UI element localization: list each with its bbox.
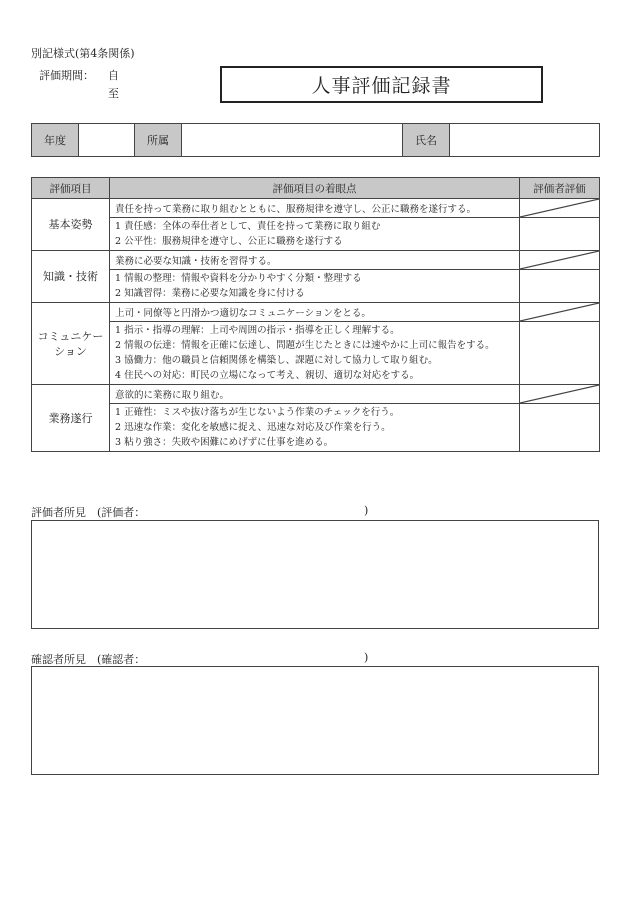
info-table	[31, 123, 600, 157]
score-input-cell[interactable]	[520, 218, 600, 251]
detail-points	[110, 404, 520, 452]
category-label: 知識・技術	[43, 270, 98, 283]
detail-points	[110, 218, 520, 251]
score-input-cell[interactable]	[520, 270, 600, 303]
score-cell-disabled	[520, 199, 600, 218]
document-title: 人事評価記録書	[220, 66, 543, 103]
confirmer-comment-close: )	[364, 651, 369, 664]
category-label: 基本姿勢	[48, 218, 93, 231]
col-header-score: 評価者評価	[520, 178, 600, 199]
form-note: 別記様式(第4条関係)	[31, 47, 135, 60]
name-label: 氏名	[403, 124, 450, 157]
detail-points	[110, 270, 520, 303]
detail-item: 1 情報の整理：情報や資料を分かりやすく分類・整理する	[115, 273, 362, 284]
diagonal-line	[520, 199, 599, 217]
score-cell-disabled	[520, 303, 600, 322]
detail-item: 4 住民への対応：町民の立場になって考え、親切、適切な対応をする。	[115, 370, 420, 381]
detail-item: 1 責任感：全体の奉仕者として、責任を持って業務に取り組む	[115, 221, 381, 232]
confirmer-comment-label: 確認者所見 (確認者：	[31, 653, 146, 666]
name-field[interactable]	[450, 124, 600, 157]
category-cell	[32, 385, 110, 452]
category-cell	[32, 303, 110, 385]
detail-item: 2 情報の伝達：情報を正確に伝達し、問題が生じたときには速やかに上司に報告をする。	[115, 340, 495, 351]
main-point: 上司・同僚等と円滑かつ適切なコミュニケーションをとる。	[110, 303, 520, 322]
year-field[interactable]	[79, 124, 135, 157]
col-header-points: 評価項目の着眼点	[110, 178, 520, 199]
detail-item: 2 知識習得：業務に必要な知識を身に付ける	[115, 288, 305, 299]
detail-item: 1 正確性：ミスや抜け落ちが生じないよう作業のチェックを行う。	[115, 407, 400, 418]
dept-label: 所属	[135, 124, 182, 157]
diagonal-line	[520, 303, 599, 321]
main-point: 責任を持って業務に取り組むとともに、服務規律を遵守し、公正に職務を遂行する。	[110, 199, 520, 218]
score-cell-disabled	[520, 251, 600, 270]
category-label: コミュニケー	[37, 329, 104, 343]
score-input-cell[interactable]	[520, 322, 600, 385]
evaluator-comment-close: )	[364, 504, 369, 517]
col-header-item: 評価項目	[32, 178, 110, 199]
main-point: 業務に必要な知識・技術を習得する。	[110, 251, 520, 270]
category-label: ション	[54, 344, 87, 358]
year-label: 年度	[32, 124, 79, 157]
main-point: 意欲的に業務に取り組む。	[110, 385, 520, 404]
score-cell-disabled	[520, 385, 600, 404]
diagonal-line	[520, 251, 599, 269]
diagonal-line	[520, 385, 599, 403]
score-input-cell[interactable]	[520, 404, 600, 452]
dept-field[interactable]	[182, 124, 403, 157]
category-label: 業務遂行	[48, 411, 93, 425]
detail-points	[110, 322, 520, 385]
period-to: 至	[108, 87, 119, 100]
detail-item: 1 指示・指導の理解：上司や周囲の指示・指導を正しく理解する。	[115, 325, 400, 336]
detail-item: 3 粘り強さ：失敗や困難にめげずに仕事を進める。	[115, 437, 334, 448]
period-label: 評価期間：	[39, 69, 94, 82]
category-cell	[32, 199, 110, 251]
evaluator-comment-box[interactable]	[31, 520, 599, 629]
evaluation-table	[31, 177, 600, 452]
confirmer-comment-box[interactable]	[31, 666, 599, 775]
detail-item: 2 迅速な作業：変化を敏感に捉え、迅速な対応及び作業を行う。	[115, 422, 391, 433]
evaluator-comment-label: 評価者所見 (評価者：	[31, 506, 146, 519]
period-from: 自	[108, 69, 119, 82]
category-cell	[32, 251, 110, 303]
detail-item: 3 協働力：他の職員と信頼関係を構築し、課題に対して協力して取り組む。	[115, 355, 438, 366]
detail-item: 2 公平性：服務規律を遵守し、公正に職務を遂行する	[115, 236, 343, 247]
